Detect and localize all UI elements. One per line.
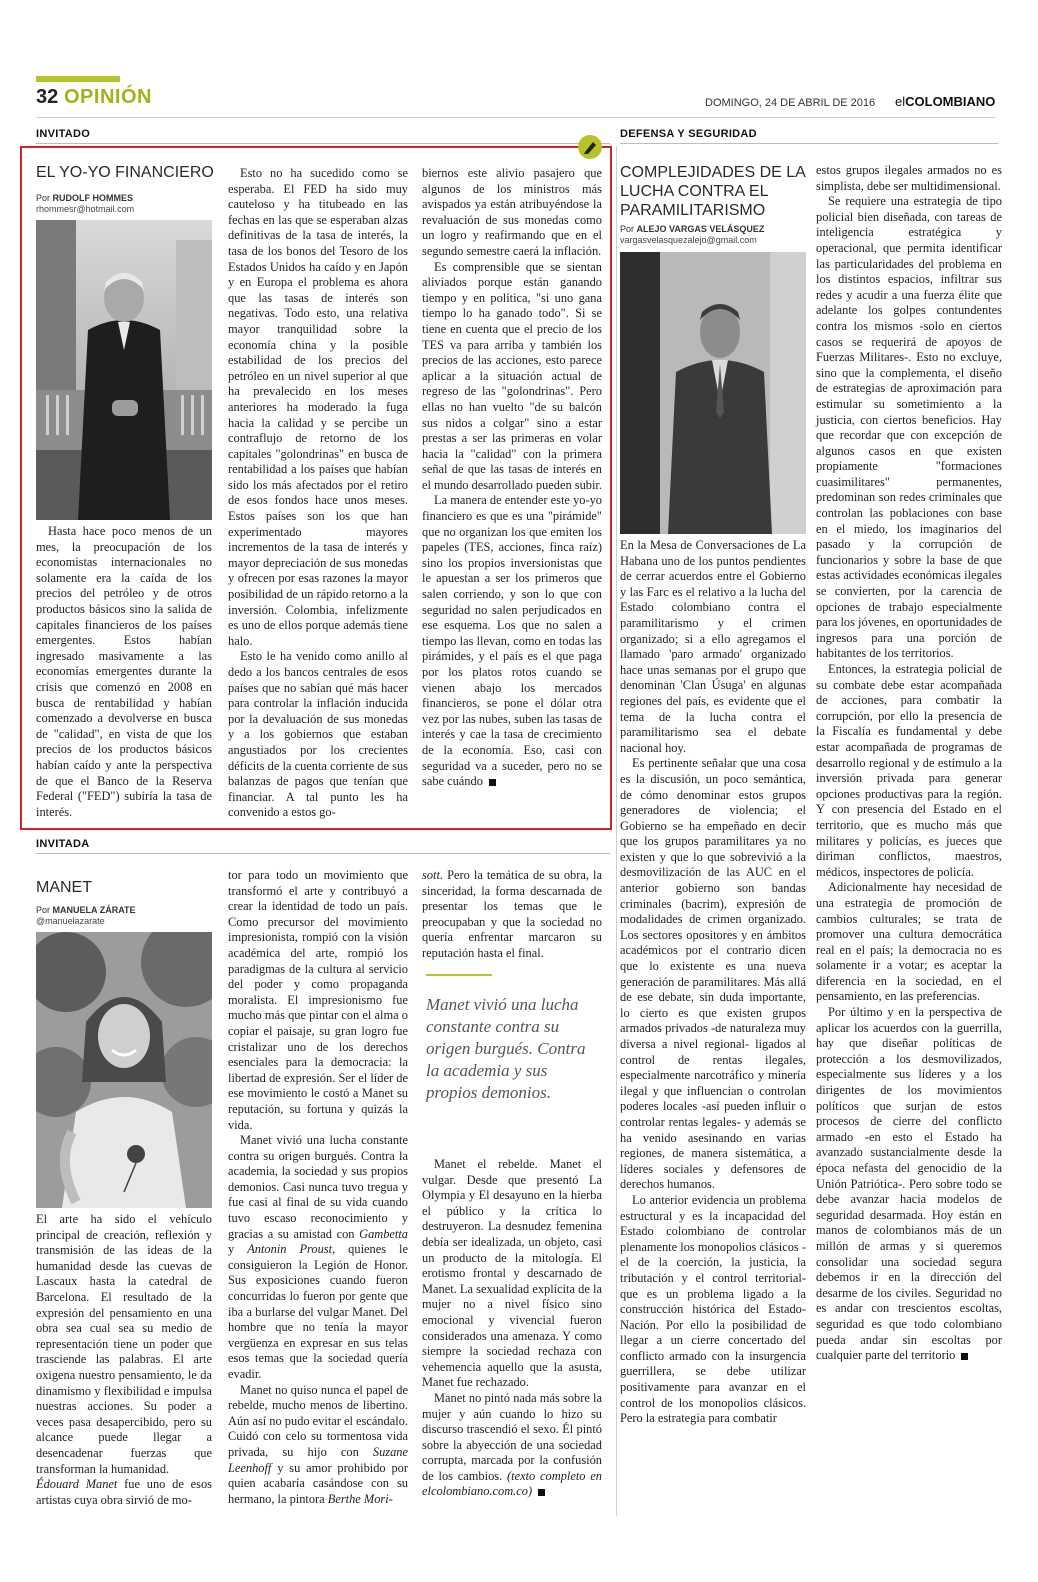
newspaper-prefix: el xyxy=(895,94,906,109)
article3-paragraph xyxy=(816,1005,1002,1364)
article3-paragraph: Entonces, la estrategia policial de su combate debe estar acompañada de acciones, para combatir la corrupción, por ello la presencia de la Fiscalía es fundamental y debe estar acompañada de programas de desarrollo regional y de estímulo a la inversión privada para generar opciones productivas para la región. Y con presencia del Estado en el territorio, que es mucho más que militares y policías, es jueces que diriman conflictos, maestros, médicos, inspectores de policía. xyxy=(816,662,1002,879)
article1-paragraph xyxy=(422,493,602,789)
article1-paragraph: Es comprensible que se sientan aliviados porque están ganando tiempo y en política, "si uno gana tiempo lo ha ganado todo". Si se tiene en cuenta que el precio de los TES va para arriba y también los precios de las acciones, esto parece aplicar a la situación actual de regreso de las "golondrinas". Pero ellas no han vuelto "de su balcón sus nidos a colgar" sino a estar prestas a ser las primeras en volar hacia la "calidad" con la primera señal de que las tasas de interés en el mundo desarrollado pueden subir. xyxy=(422,259,602,492)
article2-paragraph: El arte ha sido el vehículo principal de creación, reflexión y transmisión de las ideas de la humanidad desde las cuevas de Lascaux hasta la catedral de Barcelona. El resultado de la expresión del pensamiento en una obra sea cual sea su medio de representación tiene un poder que trasciende las palabras. El arte oxigena nuestro pensamiento, le da dinamismo y flexibilidad e impulsa nuestras acciones. Su poder a veces pasa desapercibido, pero su alcance puede llegar a desencadenar fuerzas que transforman la humanidad. xyxy=(36,1212,212,1476)
author-photo-manuela-zarate xyxy=(36,932,212,1208)
article1-headline: EL YO-YO FINANCIERO xyxy=(36,164,214,181)
article3-byline xyxy=(620,224,764,234)
article2-link-note: (texto completo en elcolombiano.com.co) xyxy=(422,1468,602,1499)
article2-text: , quienes le consiguieron la Legión de Honor. Sus exposiciones cuando fueron concurridas lo fueron por gente que iba a burlarse del vulgar Manet. Del hombre que no tenía la mayor vergüenza en expresar en sus telas esos temas que la sociedad quería evadir. xyxy=(228,1242,408,1381)
article3-kicker-rule xyxy=(620,143,998,144)
italic-name: Berthe Mori- xyxy=(327,1491,393,1506)
italic-name: Gambetta xyxy=(359,1226,408,1241)
article2-text: y su amor prohibido por quien acabaría casándose con su hermano, la pintora xyxy=(228,1460,408,1506)
article2-text: Manet no pintó nada más sobre la mujer y aún cuando lo hizo su discurso trascendió el sexo. Él pintó sobre la abyección de una sociedad corrupta, marcada por la confusión de los cambios. xyxy=(422,1390,602,1483)
italic-name: Suzane Leenhoff xyxy=(228,1444,408,1475)
article1-column-3 xyxy=(422,166,602,790)
article1-author: RUDOLF HOMMES xyxy=(52,193,134,203)
italic-name: sott xyxy=(422,868,440,882)
article1-email: rhommesr@hotmail.com xyxy=(36,204,135,214)
end-of-article-mark xyxy=(489,779,496,786)
article1-paragraph: Esto no ha sucedido como se esperaba. El FED ha sido muy cauteloso y ha titubeado en las fechas en las que se esperaban alzas definitivas de la tasa de interés, la tasa de los bonos del Tesoro de los Estados Unidos ha caído y en Japón y en Europa el problema es ahora que las tasas de interés son negativas. Todo esto, una relativa mayor tranquilidad sobre la economía china y la posible estabilidad de los precios del petróleo en un nivel superior al que ha prevalecido en los meses anteriores ha moderado la fuga hacia la calidad y se percibe un contraflujo de retorno de los capitales "golondrinas" en busca de rentabilidad a los países que habían sido los más afectados por el retiro de esos fondos hace unos meses. Estos países son los que han experimentado mayores incrementos de la tasa de interés y mayor depreciación de sus monedas y ofrecen por esas razones la mayor posibilidad de un rápido retorno a la inversión. Colombia, infelizmente es uno de ellos porque además tiene halo. xyxy=(228,166,408,648)
article1-column-1 xyxy=(36,524,212,820)
article1-paragraph: Esto le ha venido como anillo al dedo a los bancos centrales de esos países que no sabían qué más hacer para controlar la inflación inducida por la devaluación de sus monedas y a los gobiernos que estaban angustiados por los crecientes déficits de la cuenta corriente de sus balanzas de pagos que tenían que financiar. A tal punto les ha convenido a estos go- xyxy=(228,649,408,820)
article3-column-1 xyxy=(620,538,806,1427)
pullquote-rule xyxy=(426,974,492,976)
article2-text: fue uno de esos artistas cuya obra sirvió de mo- xyxy=(36,1477,212,1507)
article2-headline: MANET xyxy=(36,879,92,896)
pencil-badge-icon xyxy=(577,134,603,160)
article2-text: . Pero la temática de su obra, la sinceridad, la forma descarnada de presentar los temas que le preocupaban y que la sociedad no quería enfrentar marcaron su reputación hasta el final. xyxy=(422,868,602,960)
newspaper-title: COLOMBIANO xyxy=(905,94,996,109)
article3-kicker: DEFENSA Y SEGURIDAD xyxy=(620,128,757,140)
article3-text: Por último y en la perspectiva de aplicar los acuerdos con la guerrilla, hay que diseñar políticas de protección a los desmovilizados, especialmente sus líderes y a los dirigentes de los movimientos políticos que surjan de estos procesos de cierre del conflicto armado -en esto el Estado ha avanzado sustancialmente desde la época nefasta del genocidio de la Unión Patriótica-. Pero sobre todo se debe avanzar hacia modelos de seguridad desarmada. Hoy están en manos de colombianos más de un millón de armas y si queremos consolidar una sociedad segura debemos ir en la dirección del desarme de los civiles. Seguridad no es andar con trescientos escoltas, seguridad es que todo colombiano pueda andar sin escoltas por cualquier parte del territorio xyxy=(816,1005,1002,1363)
artist-name: Édouard Manet xyxy=(36,1477,118,1492)
article3-paragraph: En la Mesa de Conversaciones de La Habana uno de los puntos pendientes de cerrar acuerdos entre el Gobierno y las Farc es el relativo a la lucha del Estado colombiano contra el paramilitarismo y el crimen organizado; si a ello agregamos el llamado 'paro armado' organizado hace unas semanas por el grupo que denominan 'Clan Úsuga' en algunas regiones del país, es evidente que el tema de la lucha contra el paramilitarismo sea el debate nacional hoy. xyxy=(620,538,806,755)
article2-paragraph xyxy=(422,1391,602,1500)
byline-prefix: Por xyxy=(36,193,51,203)
article2-column-1 xyxy=(36,1212,212,1508)
author-photo-alejo-vargas xyxy=(620,252,806,534)
article1-column-2 xyxy=(228,166,408,821)
article2-text: Manet vivió una lucha constante contra su origen burgués. Contra la academia, la sociedad y sus propios demonios. Casi nunca tuvo tregua y fue casi al final de su vida cuando tuvo escaso reconocimiento y gracias a su amistad con xyxy=(228,1133,408,1241)
article1-paragraph: Hasta hace poco menos de un mes, la preocupación de los economistas internacionales no solamente era la caída de los precios del petróleo y de otros productos básicos sino la salida de capitales financieros de los países emergentes. Estos habían ingresado masivamente a las economías emergentes durante la crisis que comenzó en 2008 en busca de rentabilidad y habían comenzado a devolverse en busca de "calidad", en vista de que los precios de los productos básicos habían caído y ante la perspectiva de que el Banco de la Reserva Federal ("FED") subiría la tasa de interés. xyxy=(36,524,212,819)
header-accent-bar xyxy=(36,76,120,82)
article1-last-text: La manera de entender este yo-yo financiero es que es una "pirámide" que no organizan los que emiten los papeles (TES, acciones, finca raíz) sino los propios inversionistas que le apuestan a ser los primeros que salen corriendo, y son lo que con seguridad no salen perjudicados en ese esquema. Los que no salen a tiempo las llevan, como en todas las pirámides, y el país es el que paga por los platos rotos cuando se vienen abajo los mercados financieros, se pone el dólar otra vez por las nubes, suben las tasas de interés y cae la tasa de crecimiento de la economía. Eso, casi con seguridad va a suceder, pero no se sabe cuándo xyxy=(422,493,602,789)
article1-kicker: INVITADO xyxy=(36,128,91,140)
article3-headline: COMPLEJIDADES DE LA LUCHA CONTRA EL PARAMILITARISMO xyxy=(620,164,805,219)
article2-paragraph: tor para todo un movimiento que transformó el arte y contribuyó a crear la identidad de todo un país. Como precursor del movimiento impresionista, rompió con la visión académica del arte, rompió los paradigmas de la cultura al servicio del poder y como propaganda moralista. El impresionismo fue mucho más que pintar con el alma o copiar el paisaje, su gran logro fue cristalizar uno de los derechos esenciales para la democracia: la libertad de expresión. Ser el líder de ese movimiento le costó a Manet su reputación, su fortuna y quizás la vida. xyxy=(228,868,408,1132)
article2-column-3-top xyxy=(422,868,602,962)
italic-name: Antonin Proust xyxy=(247,1242,333,1257)
byline-prefix: Por xyxy=(620,224,635,234)
article2-paragraph xyxy=(228,1383,408,1508)
article3-paragraph: Es pertinente señalar que una cosa es la discusión, un poco semántica, de cómo denominar estos grupos generadores de violencia; el Gobierno se ha empeñado en decir que los grupos paramilitares ya no existen y que lo que sobrevivió a la desmovilización de las AUC en el anterior gobierno son bandas criminales (bacrim), expresión de modalidades de crimen organizado. Los sectores opositores y en ámbitos académicos por el contrario dicen que lo existente es una nueva generación de paramilitares. Más allá de ese debate, sin duda importante, lo cierto es que existen grupos armados privados -de naturaleza muy diversa a nivel regional- ligados al control de rentas ilegales, especialmente narcotráfico y minería ilegal y que influencian o controlan poderes locales -así pueden influir o controlar rentas legales- y además se ha venido asesinando en varias regiones, de manera sistemática, a líderes sociales y defensores de derechos humanos. xyxy=(620,756,806,1192)
article2-text: Manet no quiso nunca el papel de rebelde, mucho menos de libertino. Aún así no pudo evitar el escándalo. Cuidó con celo su tormentosa vida privada, su hijo con xyxy=(228,1382,408,1459)
byline-prefix: Por xyxy=(36,905,51,915)
article2-paragraph xyxy=(422,868,602,962)
author-photo-rudolf-hommes xyxy=(36,220,212,520)
article2-byline xyxy=(36,905,136,915)
article3-paragraph: Adicionalmente hay necesidad de una estrategia de promoción de cambios culturales; se trata de promover una cultura democrática real en el país; la democracia no es solamente ir a votar; es aceptar la diferencia en la sociedad, en el pensamiento, en las preferencias. xyxy=(816,880,1002,1004)
article3-paragraph: Se requiere una estrategia de tipo policial bien diseñada, con tareas de inteligencia estratégica y operacional, que permita identificar las particularidades del problema en los distintos espacios, infiltrar sus redes y acudir a una fuerza élite que adelante los golpes contundentes contra los mismos -solo en ciertos casos se requerirá de apoyos de Fuerzas Militares-. Esto no excluye, sino que la complementa, el diseño de estrategias de aproximación para estimular su sometimiento a la justicia, con ciertos beneficios. Hay que recordar que con excepción de algunos casos en que existen propiamente "formaciones cuasimilitares" permanentes, predominan son redes criminales que controlan las poblaciones con base en el miedo, los imaginarios del pasado y la corrupción de funcionarios y sobre la base de que estas actividades económicas ilegales se convierten, por la carencia de opciones de trabajo especialmente para los jóvenes, en oportunidades de ingresos para una porción de habitantes de los territorios. xyxy=(816,194,1002,661)
article2-author: MANUELA ZÁRATE xyxy=(52,905,136,915)
end-of-article-mark xyxy=(961,1353,968,1360)
column-divider xyxy=(616,146,617,1516)
article1-paragraph: biernos este alivio pasajero que algunos de los ministros más avispados ya están atribuyéndose la revaluación de sus monedas como un logro y reafirmando que en el segundo semestre caerá la inflación. xyxy=(422,166,602,258)
article2-paragraph: Manet el rebelde. Manet el vulgar. Desde que presentó La Olympia y El desayuno en la hierba el público y la crítica lo destruyeron. La desnudez femenina debía ser idealizada, un objeto, casi un producto de la mitología. El erotismo frontal y descarnado de Manet. La sexualidad explícita de la mujer no a nivel físico sino emocional y vivencial fueron considerados una amenaza. Y como siempre la sociedad rechaza con vehemencia aquello que la asusta, Manet fue rechazado. xyxy=(422,1157,602,1390)
end-of-article-mark xyxy=(538,1489,545,1496)
article3-paragraph: estos grupos ilegales armados no es simplista, debe ser multidimensional. xyxy=(816,163,1002,193)
article3-email: vargasvelasquezalejo@gmail.com xyxy=(620,235,757,245)
pullquote: Manet vivió una lucha constante contra su origen burgués. Contra la academia y sus propios demonios. xyxy=(426,995,586,1102)
page-number: 32 xyxy=(36,86,59,108)
article2-column-3-bottom xyxy=(422,1157,602,1500)
issue-date: DOMINGO, 24 DE ABRIL DE 2016 xyxy=(705,97,876,109)
article3-author: ALEJO VARGAS VELÁSQUEZ xyxy=(636,224,765,234)
article3-paragraph: Lo anterior evidencia un problema estructural y es la incapacidad del Estado colombiano de controlar plenamente los monopolios clásicos -el de la coerción, la justicia, la tributación y el control territorial- que es un problema ligado a la construcción histórica del Estado-Nación. Por ello la posibilidad de llegar a un cierre concertado del conflicto armado con la insurgencia guerrillera, se debe utilizar positivamente para avanzar en el control de los monopolios clásicos. Pero la estrategia para combatir xyxy=(620,1192,806,1426)
article2-text: y xyxy=(228,1242,248,1257)
section-title: OPINIÓN xyxy=(64,86,152,108)
header-rule xyxy=(36,117,996,118)
article2-paragraph xyxy=(36,1477,212,1508)
article2-kicker: INVITADA xyxy=(36,838,90,850)
newspaper-name xyxy=(895,94,995,109)
article2-paragraph xyxy=(228,1133,408,1383)
article2-email: @manuelazarate xyxy=(36,916,105,926)
article1-byline xyxy=(36,193,133,203)
article2-kicker-rule xyxy=(36,853,610,854)
article1-kicker-rule xyxy=(36,143,610,144)
article2-column-2 xyxy=(228,868,408,1507)
article3-column-2 xyxy=(816,163,1002,1364)
